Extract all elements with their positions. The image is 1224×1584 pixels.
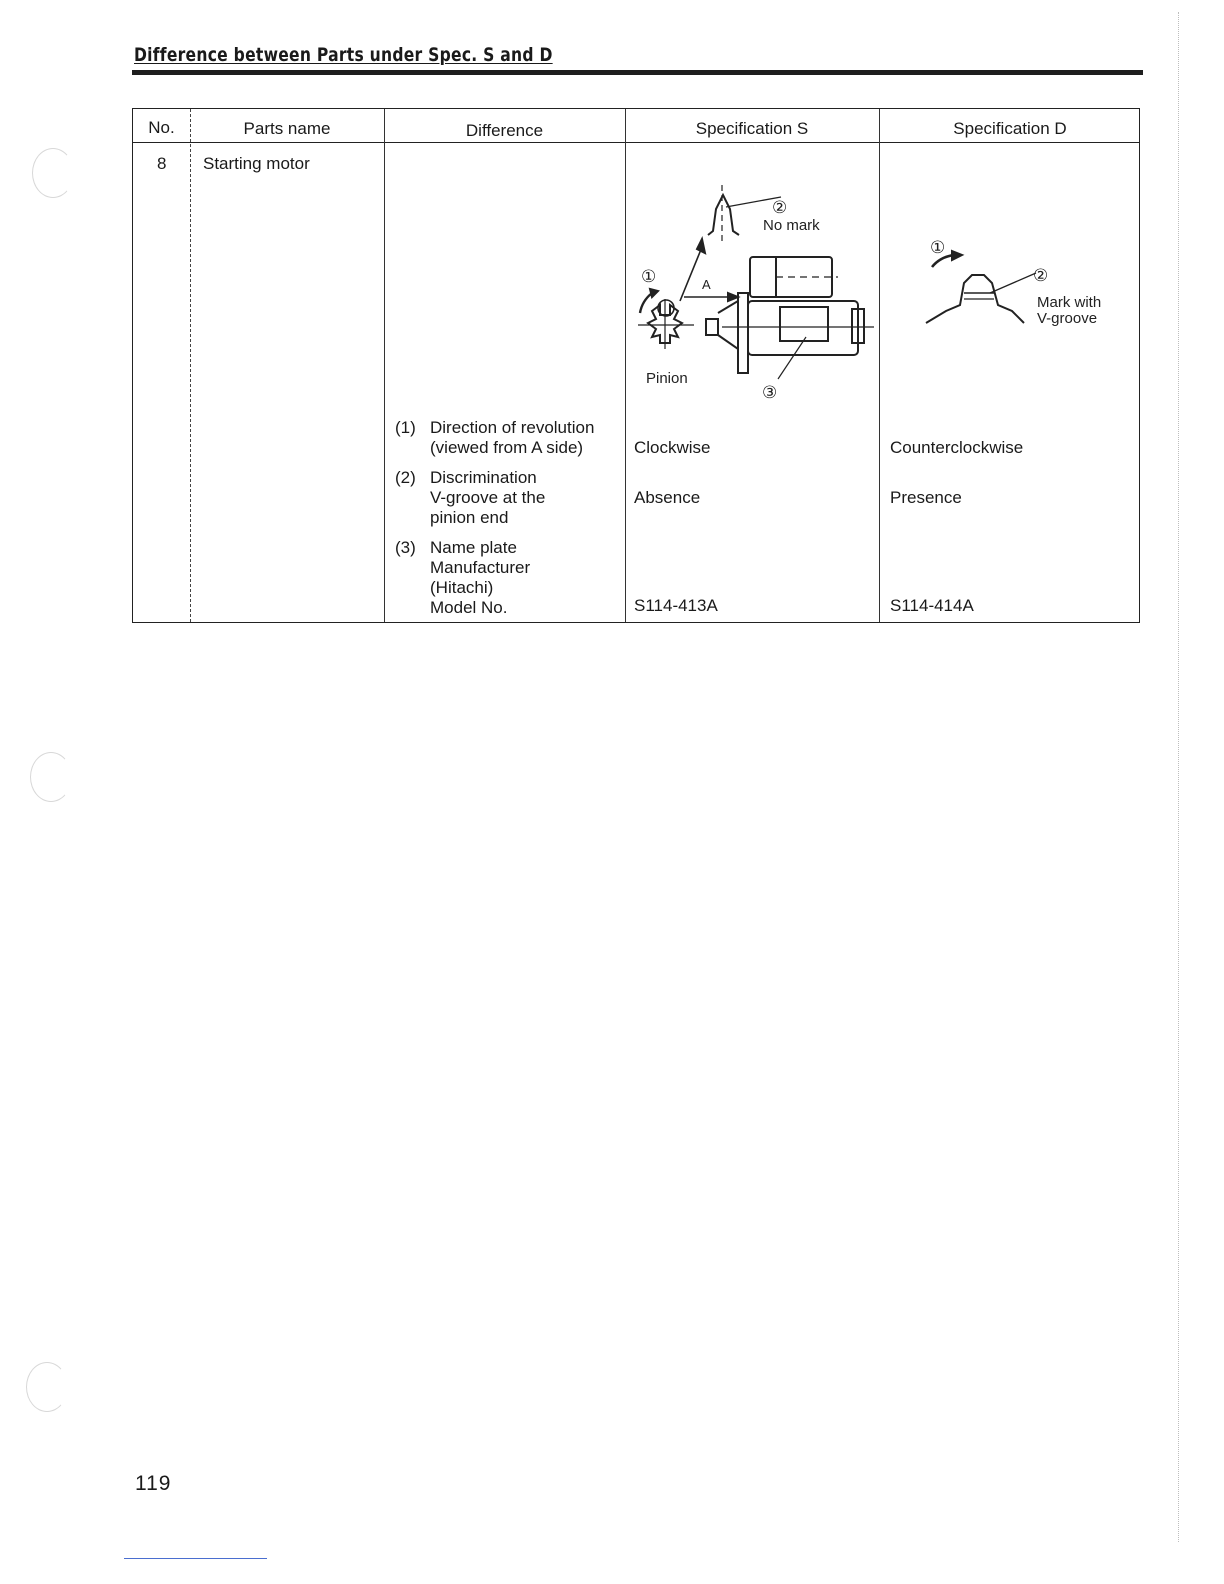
item-line: Name plate (430, 538, 517, 557)
view-arrow (680, 247, 702, 301)
item-line: V-groove at the (430, 488, 546, 507)
item-number: (1) (395, 418, 416, 437)
spec-d-value: Presence (890, 488, 962, 507)
item-line: Discrimination (430, 468, 537, 487)
rotation-arrow (640, 293, 652, 313)
arrow-head (697, 239, 705, 253)
row-number: 8 (157, 154, 167, 173)
item-description (430, 538, 530, 618)
spec-s-value: Clockwise (634, 438, 711, 457)
motor-flange (738, 293, 748, 373)
rotation-arrow-head (952, 251, 962, 260)
rotation-arrow-head (650, 289, 658, 297)
column-divider (384, 109, 385, 622)
name-plate (780, 307, 828, 341)
punch-hole (26, 1362, 68, 1412)
callout-2: ② (772, 198, 788, 217)
column-divider (190, 109, 191, 622)
arrow-a-label: A (702, 277, 711, 292)
motor-nose (706, 319, 718, 335)
spec-d-value: S114-414A (890, 596, 974, 615)
header-difference: Difference (465, 121, 544, 140)
no-mark-label: No mark (763, 217, 820, 234)
spec-table (132, 108, 1140, 623)
spec-s-value: S114-413A (634, 596, 718, 615)
header-spec-d: Specification D (953, 119, 1067, 138)
callout-1: ① (641, 267, 657, 286)
callout-2: ② (1033, 266, 1049, 285)
v-groove-tooth-diagram (880, 143, 1140, 343)
header-no: No. (148, 118, 175, 137)
header-parts-name: Parts name (243, 119, 331, 138)
item-line: Direction of revolution (430, 418, 595, 437)
v-groove-label: V-groove (1037, 310, 1098, 327)
callout-leader (778, 337, 806, 379)
item-number: (3) (395, 538, 416, 557)
page-title: Difference between Parts under Spec. S and D (134, 44, 553, 66)
item-number: (2) (395, 468, 416, 487)
page-number: 119 (135, 1472, 172, 1495)
punch-hole (32, 148, 74, 198)
title-rule (132, 70, 1143, 75)
spec-d-value: Counterclockwise (890, 438, 1024, 457)
page-edge (1178, 12, 1179, 1542)
motor-body (748, 301, 858, 355)
callout-1: ① (930, 238, 946, 257)
starting-motor-diagram (626, 143, 878, 405)
item-line: (Hitachi) (430, 578, 494, 597)
header-spec-s: Specification S (695, 119, 809, 138)
callout-leader (990, 273, 1036, 293)
spec-s-value: Absence (634, 488, 701, 507)
parts-name: Starting motor (203, 154, 310, 173)
item-line: (viewed from A side) (430, 438, 584, 457)
item-line: Model No. (430, 598, 508, 617)
item-line: pinion end (430, 508, 509, 527)
item-description (430, 418, 594, 458)
item-line: Manufacturer (430, 558, 531, 577)
arrow-a-head (728, 293, 738, 301)
motor-front-housing (718, 301, 738, 349)
callout-3: ③ (762, 383, 778, 402)
mark-with-label: Mark with (1037, 294, 1102, 311)
pinion-tooth-shape (708, 195, 739, 235)
punch-hole (30, 752, 72, 802)
footer-underline (124, 1558, 267, 1559)
pinion-label: Pinion (646, 370, 688, 387)
item-description (430, 468, 545, 528)
